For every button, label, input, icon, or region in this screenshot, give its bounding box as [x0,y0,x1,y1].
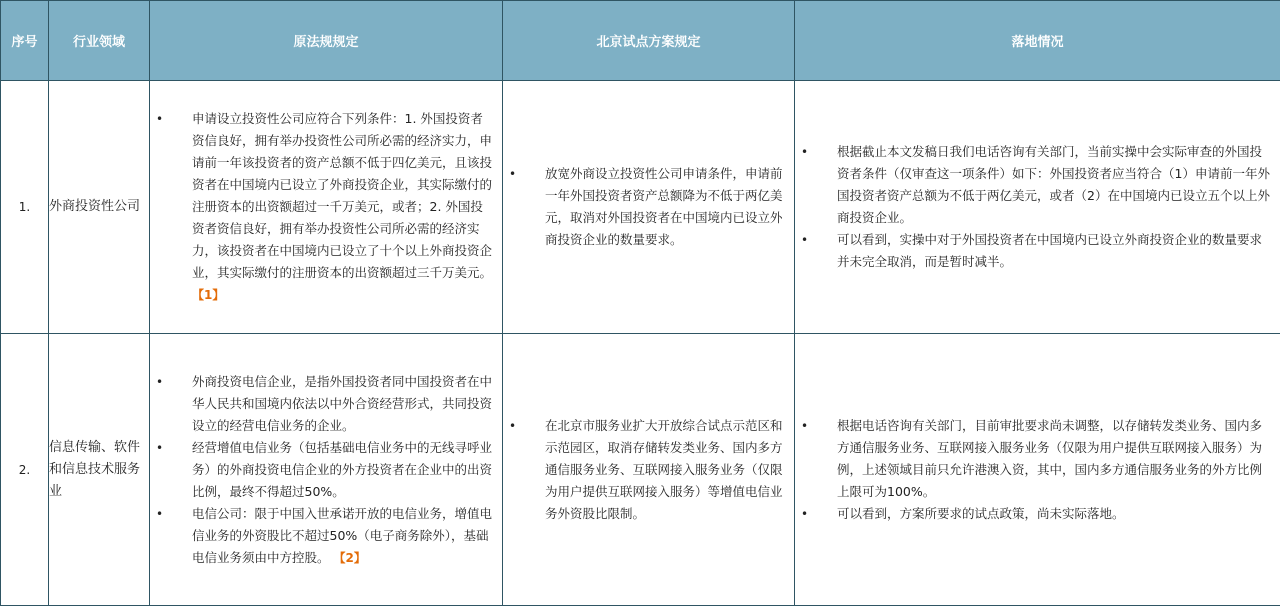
original-regulation-cell [150,81,503,334]
item-text: 电信公司：限于中国入世承诺开放的电信业务，增值电信业务的外资股比不超过50%（电子商务除外），基础电信业务须由中方控股。 [192,505,493,565]
reference-marker: 【2】 [333,550,366,565]
item-text: 经营增值电信业务（包括基础电信业务中的无线寻呼业务）的外商投资电信企业的外方投资者在企业中的出资比例，最终不得超过50%。 [192,439,493,499]
list-item [156,371,492,437]
implementation-cell [795,81,1280,334]
bullet-icon: • [801,233,809,247]
bullet-icon: • [509,167,517,181]
industry-cell: 信息传输、软件和信息技术服务业 [49,334,150,606]
item-text: 可以看到，实操中对于外国投资者在中国境内已设立外商投资企业的数量要求并未完全取消，而是暂时减半。 [837,232,1263,269]
item-text: 放宽外商设立投资性公司申请条件，申请前一年外国投资者资产总额降为不低于两亿美元，取消对外国投资者在中国境内已设立外商投资企业的数量要求。 [545,166,783,247]
item-text: 根据电话咨询有关部门，目前审批要求尚未调整，以存储转发类业务、国内多方通信服务业务、互联网接入服务业务（仅限为用户提供互联网接入服务）为例，上述领域目前只允许港澳入资，其中，国内多方通信服务业务的外方比例上限可为100%。 [837,417,1263,499]
header-pilot-provision: 北京试点方案规定 [503,1,795,81]
header-index: 序号 [1,1,49,81]
pilot-provision-cell [503,334,795,606]
item-text: 在北京市服务业扩大开放综合试点示范区和示范园区，取消存储转发类业务、国内多方通信服务业务、互联网接入服务业务（仅限为用户提供互联网接入服务）等增值电信业务外资股比限制。 [545,417,783,521]
bullet-icon: • [156,506,164,521]
list-item [801,503,1270,525]
item-text: 根据截止本文发稿日我们电话咨询有关部门，当前实操中会实际审查的外国投资者条件（仅审查这一项条件）如下：外国投资者应当符合（1）申请前一年外国投资者资产总额为不低于两亿美元，或者（2）在中国境内已设立五个以上外商投资企业。 [837,144,1270,225]
bullet-icon: • [801,506,809,521]
item-text: 可以看到，方案所要求的试点政策，尚未实际落地。 [837,505,1125,521]
table-row [1,81,1280,334]
bullet-icon: • [801,145,809,159]
bullet-icon: • [156,440,164,455]
list-item [801,229,1270,273]
item-text: 外商投资电信企业，是指外国投资者同中国投资者在中华人民共和国境内依法以中外合资经营形式，共同投资设立的经营电信业务的企业。 [192,373,493,433]
original-regulation-cell [150,334,503,606]
header-implementation: 落地情况 [795,1,1280,81]
item-text: 申请设立投资性公司应符合下列条件：1. 外国投资者资信良好，拥有举办投资性公司所必需的经济实力，申请前一年该投资者的资产总额不低于四亿美元，且该投资者在中国境内已设立了外商投资企业，其实际缴付的注册资本的出资额超过一千万美元，或者；2. 外国投资者资信良好，拥有举办投资性公司所必需的经济实力，该投资者在中国境内已设立了十个以上外商投资企业，其实际缴付的注册资本的出资额超过三千万美元。 [192,111,493,280]
header-original-regulation: 原法规规定 [150,1,503,81]
list-item [801,141,1270,229]
list-item [156,108,492,306]
industry-cell: 外商投资性公司 [49,81,150,334]
bullet-icon: • [509,418,517,433]
bullet-icon: • [156,374,164,389]
row-number: 1. [1,81,49,334]
bullet-icon: • [801,418,809,433]
table-row [1,334,1280,606]
implementation-cell [795,334,1280,606]
list-item [156,503,492,569]
header-industry: 行业领域 [49,1,150,81]
list-item [509,163,784,251]
reference-marker: 【1】 [192,288,225,302]
pilot-provision-cell [503,81,795,334]
list-item [801,415,1270,503]
row-number: 2. [1,334,49,606]
bullet-icon: • [156,112,164,126]
list-item [156,437,492,503]
list-item [509,415,784,525]
header-row [1,1,1280,81]
